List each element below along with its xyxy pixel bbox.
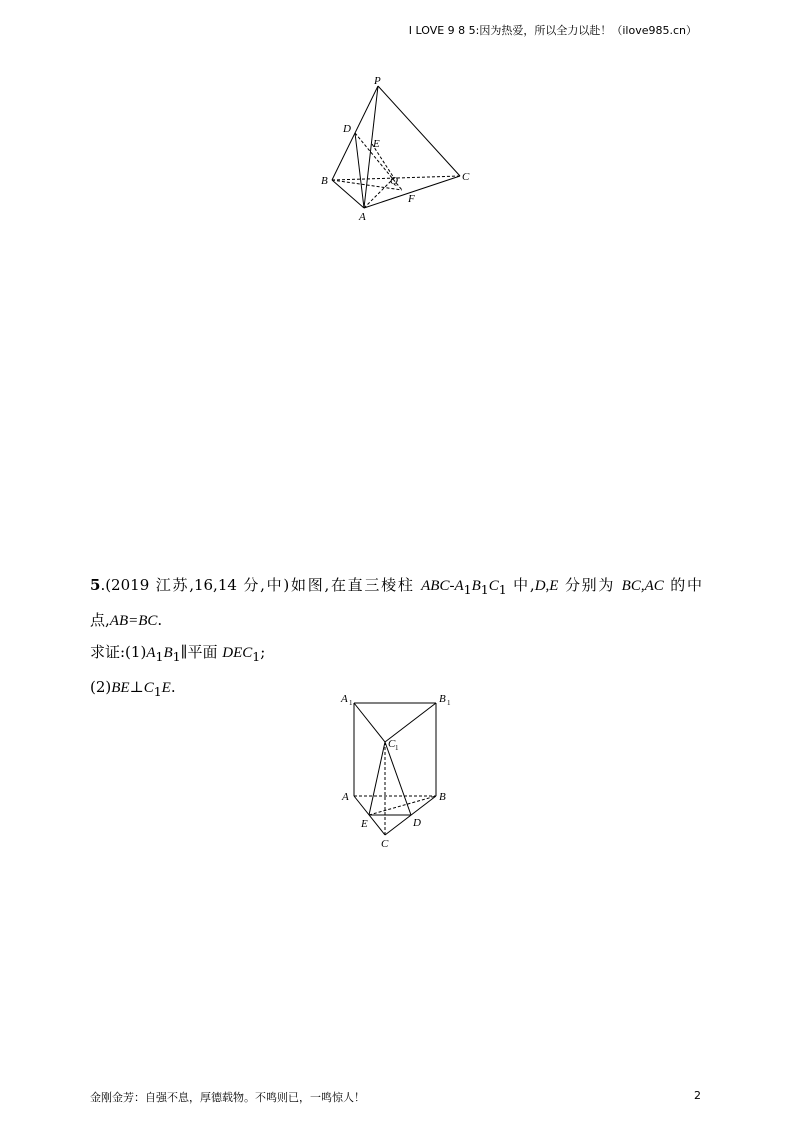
- line2-end: .: [157, 611, 163, 629]
- q1-sub2: 1: [172, 649, 181, 664]
- q2-be: BE: [111, 680, 130, 696]
- label-f: F: [408, 193, 415, 205]
- label-a: A: [359, 211, 366, 223]
- problem-text-mid: 中,: [506, 576, 535, 594]
- label-q: Q: [390, 175, 398, 187]
- label-d: D: [343, 123, 351, 135]
- label-b: B: [439, 791, 446, 803]
- edge-a1c1: [354, 703, 385, 742]
- q2-perp: ⊥: [129, 678, 144, 696]
- prism-sub-c: 1: [498, 582, 507, 597]
- problem-text-mid3: 的中: [663, 576, 702, 594]
- label-p: P: [374, 75, 381, 87]
- edge-c1e: [369, 742, 385, 815]
- label-b1: B: [439, 693, 446, 705]
- ab-equals-bc: AB=BC: [109, 613, 158, 629]
- q1-b: B: [163, 645, 173, 661]
- q2-c: C: [143, 680, 154, 696]
- points-de: D,E: [534, 578, 559, 594]
- q1-pre: 求证:(1): [90, 643, 147, 661]
- label-a1-sub: 1: [349, 699, 353, 707]
- label-a: A: [342, 791, 349, 803]
- label-a1: A: [341, 693, 348, 705]
- edge-c1d: [385, 742, 411, 815]
- q1-dec: DEC: [222, 645, 253, 661]
- question-1: [90, 637, 702, 672]
- label-d: D: [413, 817, 421, 829]
- footer-motto: 金刚金芳：自强不息，厚德载物。不鸣则已，一鸣惊人！: [90, 1091, 365, 1104]
- problem-source: .(2019 江苏,16,14 分,中)如图,在直三棱柱: [100, 576, 422, 594]
- edge-eb-dashed: [369, 796, 436, 815]
- line2-pre: 点,: [90, 611, 110, 629]
- label-e: E: [373, 138, 380, 150]
- label-b1-sub: 1: [447, 699, 451, 707]
- segments-bc-ac: BC,AC: [621, 578, 664, 594]
- label-c1-sub: 1: [395, 744, 399, 752]
- problem-line-2: [90, 605, 702, 637]
- q1-mid: ∥平面: [180, 643, 223, 661]
- q1-a: A: [146, 645, 156, 661]
- problem-number: 5: [90, 576, 101, 594]
- q2-pre: (2): [90, 678, 112, 696]
- q1-sub3: 1: [252, 649, 261, 664]
- label-c: C: [381, 838, 389, 850]
- prism-name-a: ABC-A: [421, 578, 464, 594]
- problem-text-mid2: 分别为: [558, 576, 622, 594]
- q2-e: E: [161, 680, 171, 696]
- pyramid-figure: [320, 74, 470, 224]
- q2-end: .: [170, 678, 176, 696]
- q1-sub1: 1: [155, 649, 164, 664]
- prism-sub-a: 1: [463, 582, 472, 597]
- page-header: I LOVE 9 8 5:因为热爱，所以全力以赴！（ilove985.cn）: [408, 24, 697, 37]
- problem-5: [90, 570, 702, 707]
- page-number: 2: [694, 1089, 701, 1102]
- edge-da: [355, 133, 364, 208]
- prism-figure: [338, 690, 458, 850]
- problem-line-1: [90, 570, 702, 605]
- edge-b1c1: [385, 703, 436, 742]
- prism-sub-b: 1: [480, 582, 489, 597]
- q1-end: ;: [260, 643, 266, 661]
- label-c: C: [462, 171, 470, 183]
- label-e: E: [361, 818, 368, 830]
- q2-sub: 1: [153, 684, 162, 699]
- edge-pc: [378, 86, 460, 176]
- label-b: B: [321, 175, 328, 187]
- prism-name-b: B: [471, 578, 481, 594]
- label-c1: C: [388, 738, 396, 750]
- prism-name-c: C: [488, 578, 499, 594]
